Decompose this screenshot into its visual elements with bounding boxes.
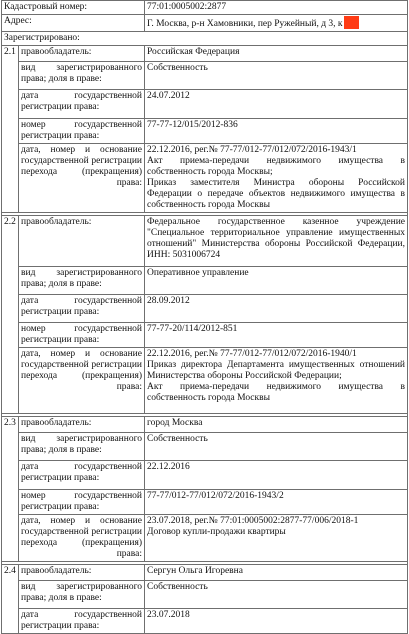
section-2.3-basis-row (2, 515, 408, 562)
section-2.1-basis-row (2, 144, 408, 213)
section-2.2-holder-row (2, 216, 408, 267)
section-2.2-date-row (2, 295, 408, 323)
section-2.4-date-row (2, 609, 408, 634)
holder-label: правообладатель: (19, 216, 145, 267)
right-label: вид зарегистрированного права; доля в праве: (19, 581, 145, 609)
section-2.2-basis-row (2, 348, 408, 414)
right-value: Собственность (145, 433, 408, 461)
reg-label: номер государственной регистрации права: (19, 490, 145, 515)
date-value: 28.09.2012 (145, 295, 408, 323)
section-number: 2.4 (2, 565, 19, 634)
reg-label: номер государственной регистрации права: (19, 323, 145, 348)
right-label: вид зарегистрированного права; доля в праве: (19, 433, 145, 461)
holder-value: Федеральное государственное казенное учреждение "Специальное территориальное управление имущественных отношений" Министерства обороны Российской Федерации, ИНН: 5031006724 (145, 216, 408, 267)
date-value: 24.07.2012 (145, 90, 408, 119)
section-number: 2.1 (2, 46, 19, 213)
cadastral-number-value: 77:01:0005002:2877 (145, 1, 408, 15)
right-value: Оперативное управление (145, 267, 408, 295)
date-label: дата государственной регистрации права: (19, 90, 145, 119)
section-2.4-holder-row (2, 565, 408, 581)
section-2.4-right-row (2, 581, 408, 609)
right-label: вид зарегистрированного права; доля в праве: (19, 267, 145, 295)
date-label: дата государственной регистрации права: (19, 295, 145, 323)
address-label: Адрес: (2, 15, 145, 32)
section-2.3-right-row (2, 433, 408, 461)
address-value: Г. Москва, р-н Хамовники, пер Ружейный, д 3, к (147, 19, 343, 29)
date-value: 23.07.2018 (145, 609, 408, 634)
section-2.2-right-row (2, 267, 408, 295)
holder-label: правообладатель: (19, 46, 145, 62)
holder-label: правообладатель: (19, 417, 145, 433)
cadastral-number-row (2, 1, 408, 15)
right-label: вид зарегистрированного права; доля в праве: (19, 62, 145, 90)
cadastral-number-label: Кадастровый номер: (2, 1, 145, 15)
holder-value: Сергун Ольга Игоревна (145, 565, 408, 581)
section-2.3-reg-row (2, 490, 408, 515)
date-label: дата государственной регистрации права: (19, 609, 145, 634)
registered-label: Зарегистрировано: (2, 32, 408, 46)
right-value: Собственность (145, 581, 408, 609)
section-number: 2.3 (2, 417, 19, 562)
section-2.1-reg-row (2, 119, 408, 144)
reg-label: номер государственной регистрации права: (19, 119, 145, 144)
date-value: 22.12.2016 (145, 461, 408, 490)
basis-label: дата, номер и основание государственной регистрации перехода (прекращения) права: (19, 515, 145, 562)
section-number: 2.2 (2, 216, 19, 414)
holder-label: правообладатель: (19, 565, 145, 581)
section-2.3-holder-row (2, 417, 408, 433)
egrn-extract-table (1, 0, 408, 634)
holder-value: город Москва (145, 417, 408, 433)
basis-value: 22.12.2016, рег.№ 77-77/012-77/012/072/2016-1940/1 Приказ директора Департамента имущественных отношений Министерства обороны Российской Федерации; Акт приема-передачи недвижимого имущества в собственность города Москвы (145, 348, 408, 414)
basis-value: 22.12.2016, рег.№ 77-77/012-77/012/072/2016-1943/1 Акт приема-передачи недвижимого имущества в собственность города Москвы; Приказ заместителя Министра обороны Российской Федерации о передаче объектов недвижимого имущества в собственность города Москвы (145, 144, 408, 213)
redaction-mark (344, 16, 359, 29)
section-2.1-right-row (2, 62, 408, 90)
right-value: Собственность (145, 62, 408, 90)
basis-label: дата, номер и основание государственной регистрации перехода (прекращения) права: (19, 348, 145, 414)
address-cell (145, 15, 408, 32)
holder-value: Российская Федерация (145, 46, 408, 62)
sections-body (2, 46, 408, 634)
basis-value: 23.07.2018, рег.№ 77:01:0005002:2877-77/006/2018-1 Договор купли-продажи квартиры (145, 515, 408, 562)
section-2.2-reg-row (2, 323, 408, 348)
date-label: дата государственной регистрации права: (19, 461, 145, 490)
reg-value: 77-77-20/114/2012-851 (145, 323, 408, 348)
section-2.1-holder-row (2, 46, 408, 62)
address-row (2, 15, 408, 32)
reg-value: 77-77/012-77/012/072/2016-1943/2 (145, 490, 408, 515)
section-2.3-date-row (2, 461, 408, 490)
registered-row (2, 32, 408, 46)
section-2.1-date-row (2, 90, 408, 119)
reg-value: 77-77-12/015/2012-836 (145, 119, 408, 144)
basis-label: дата, номер и основание государственной регистрации перехода (прекращения) права: (19, 144, 145, 213)
